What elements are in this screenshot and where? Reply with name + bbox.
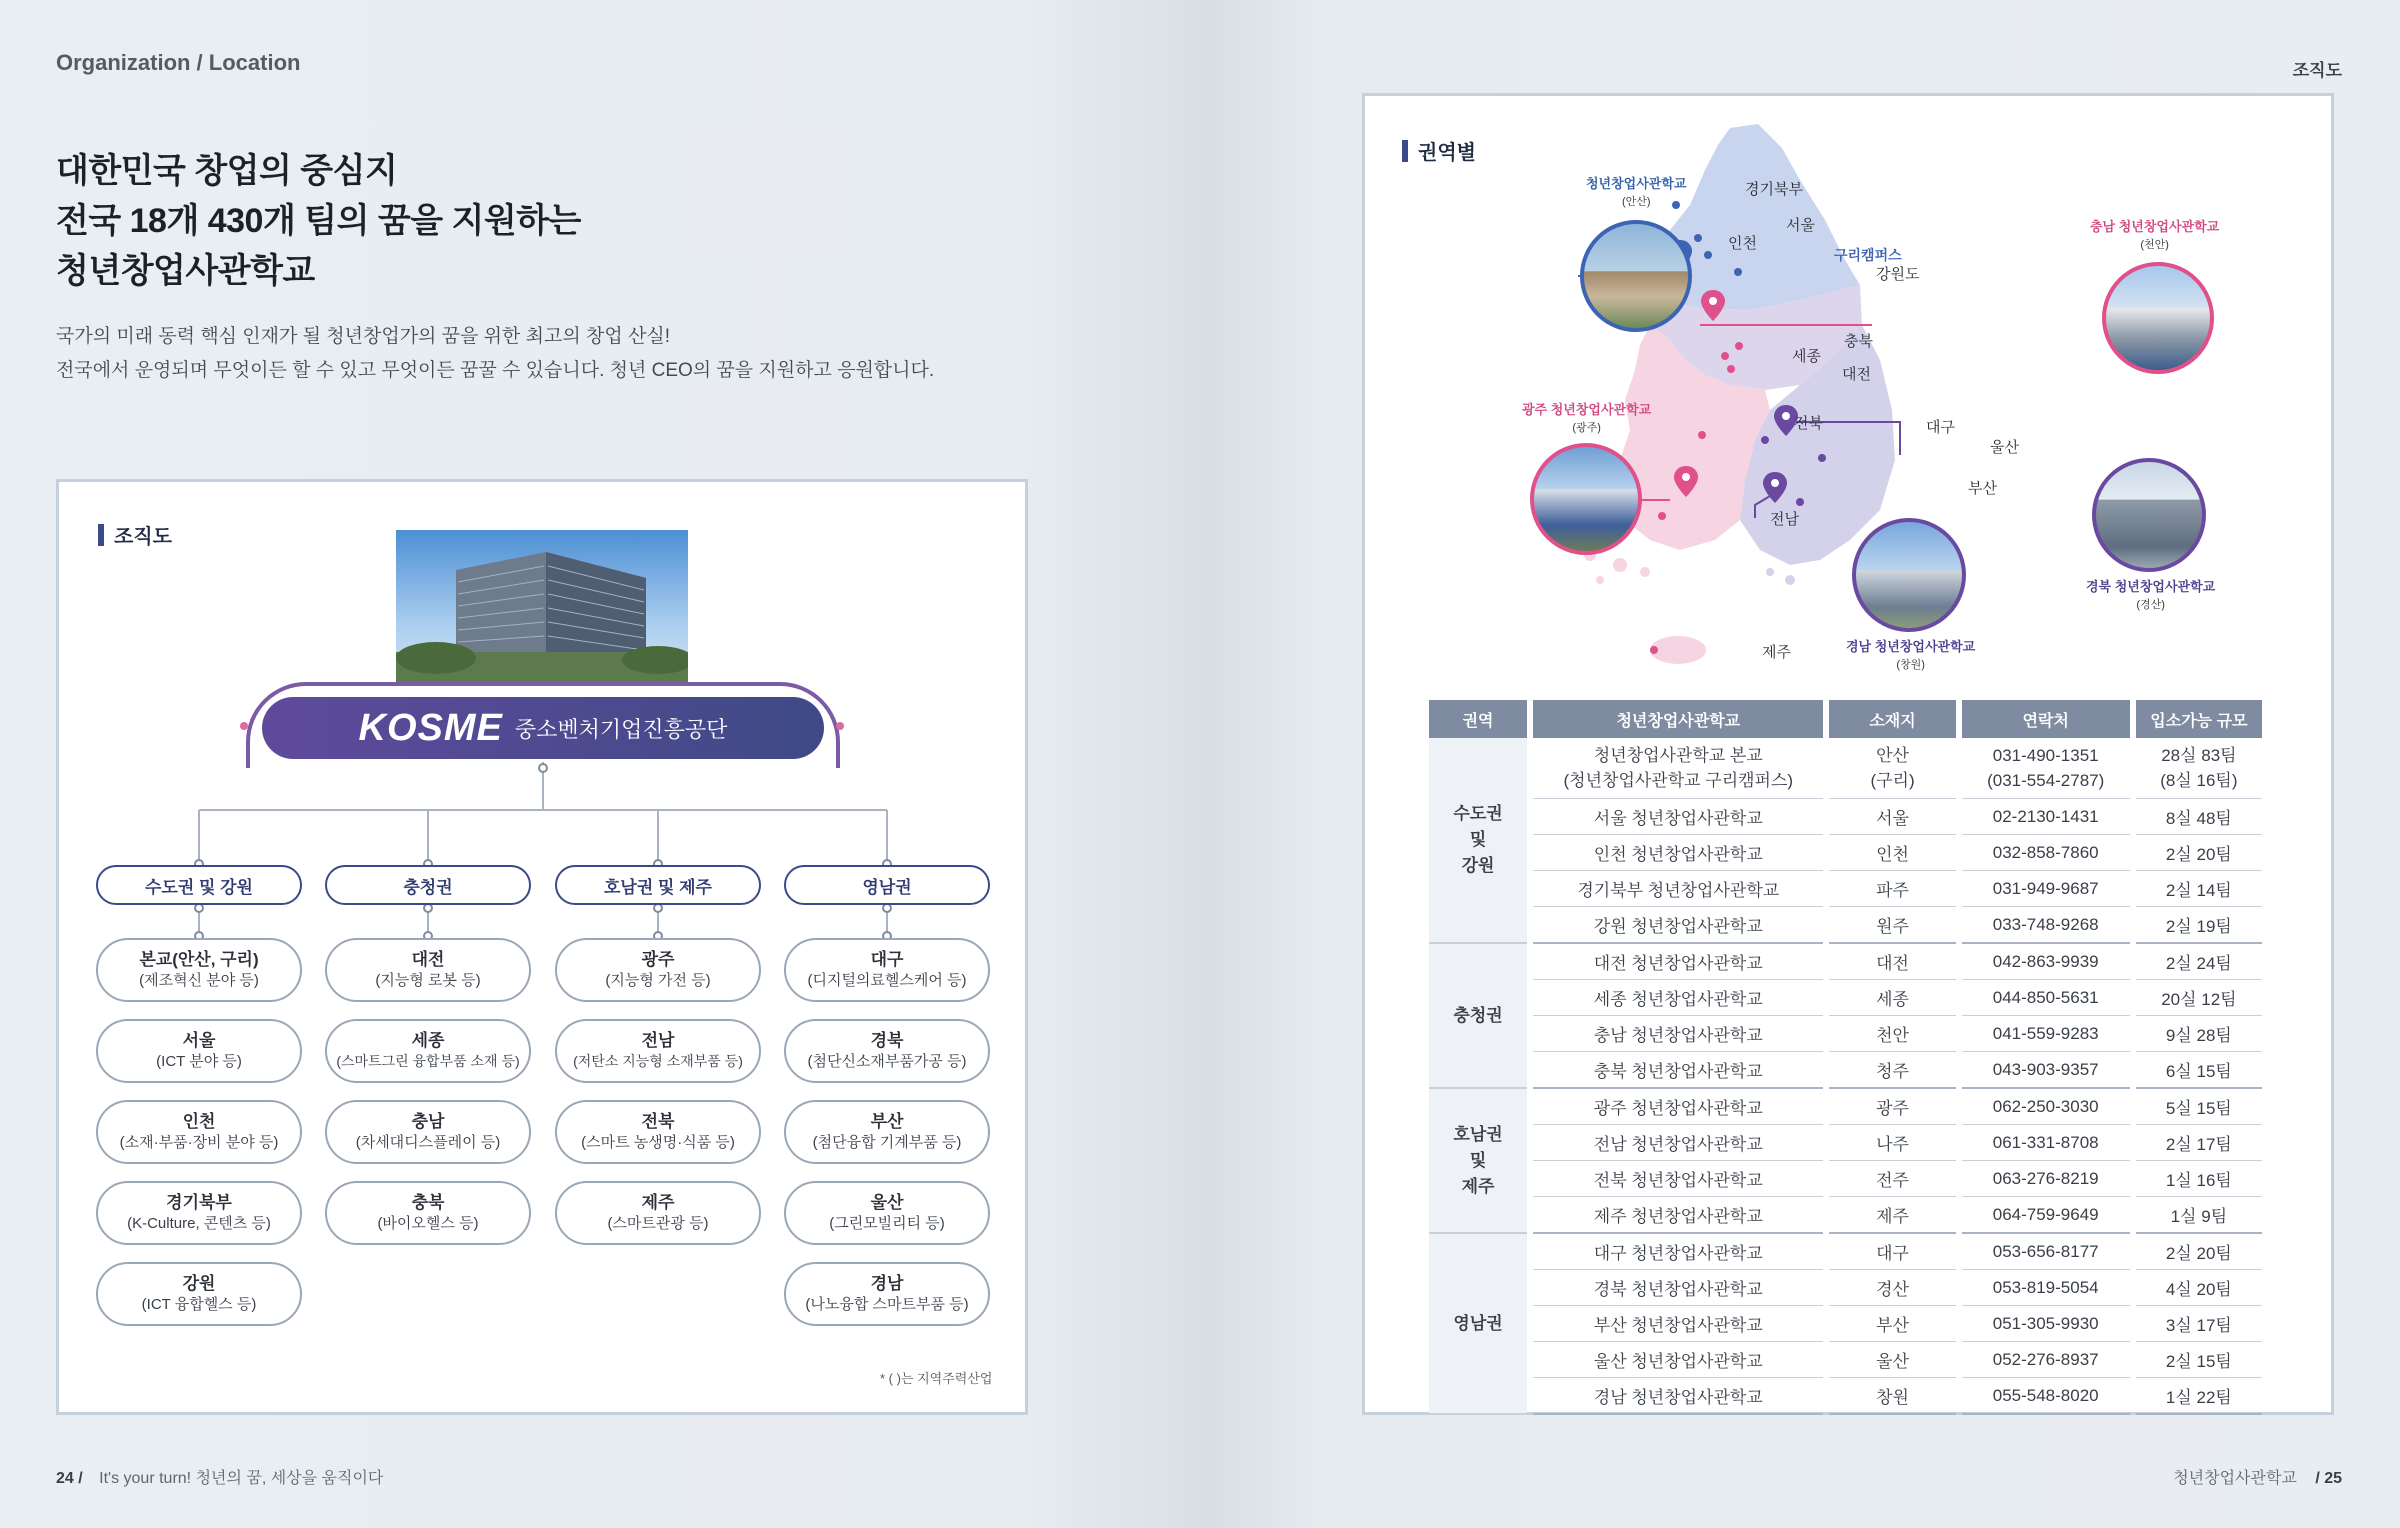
school-cell: 전북 청년창업사관학교 [1533, 1161, 1823, 1197]
location-cell: 서울 [1829, 799, 1955, 835]
org-node-gyeongnam [784, 1262, 990, 1326]
capacity-cell: 5실 15팀 [2136, 1089, 2262, 1125]
table-row [1429, 1089, 2262, 1125]
contact-cell: 061-331-8708 [1962, 1125, 2130, 1161]
capacity-cell: 1실 22팀 [2136, 1378, 2262, 1415]
footer-school: 청년창업사관학교 [2173, 1470, 2297, 1487]
org-node-name: 울산 [870, 1193, 904, 1212]
org-node-name: 충북 [411, 1193, 445, 1212]
capacity-cell: 2실 24팀 [2136, 944, 2262, 980]
school-cell: 충북 청년창업사관학교 [1533, 1052, 1823, 1089]
school-label-chungnam [2090, 218, 2219, 254]
contact-cell: 064-759-9649 [1962, 1197, 2130, 1234]
school-cell [1533, 738, 1823, 799]
kosme-name: 중소벤처기업진흥공단 [514, 716, 728, 742]
region-cell-line: 영남권 [1453, 1313, 1503, 1333]
org-node-daejeon [325, 938, 531, 1002]
contact-cell: 041-559-9283 [1962, 1016, 2130, 1052]
table-row [1429, 835, 2262, 871]
org-node-name: 경기북부 [166, 1193, 232, 1212]
school-name: 경북 청년창업사관학교 [2086, 579, 2216, 594]
location-cell: 천안 [1829, 1016, 1955, 1052]
capacity-cell: 2실 14팀 [2136, 871, 2262, 907]
capacity-cell: 1실 16팀 [2136, 1161, 2262, 1197]
org-node-name: 전북 [641, 1112, 675, 1131]
region-cell-line: 및 [1469, 830, 1487, 849]
col-header-school: 청년창업사관학교 [1533, 700, 1823, 738]
contact-cell: 02-2130-1431 [1962, 799, 2130, 835]
capacity-cell: 4실 20팀 [2136, 1270, 2262, 1306]
org-node-busan [784, 1100, 990, 1164]
table-row [1429, 1378, 2262, 1415]
col-header-contact: 연락처 [1962, 700, 2130, 738]
school-location: (안산) [1621, 196, 1651, 208]
map-label-ulsan: 울산 [1990, 439, 2019, 456]
region-chungcheong: 충청권 [325, 865, 531, 905]
org-node-desc: (그린모빌리티 등) [829, 1215, 945, 1232]
headline-line: 전국 18개 430개 팀의 꿈을 지원하는 [56, 202, 581, 240]
school-photo-ansan [1580, 220, 1692, 332]
school-label-gyeongbuk [2086, 578, 2215, 614]
table-row [1429, 944, 2262, 980]
map-label-jeonbuk: 전북 [1794, 415, 1823, 432]
region-cell-line: 호남권 [1453, 1124, 1503, 1144]
school-photo-gyeongbuk [2092, 458, 2206, 572]
capacity-cell: 1실 9팀 [2136, 1197, 2262, 1234]
org-node-gwangju [555, 938, 761, 1002]
org-node-name: 서울 [182, 1031, 216, 1050]
school-name: 경남 청년창업사관학교 [1846, 639, 1976, 654]
contact-sub: (031-554-2787) [1987, 771, 2105, 790]
capacity-cell: 2실 15팀 [2136, 1342, 2262, 1378]
map-label-daejeon: 대전 [1842, 366, 1871, 383]
capacity-cell: 2실 20팀 [2136, 835, 2262, 871]
location-cell: 부산 [1829, 1306, 1955, 1342]
map-label-incheon: 인천 [1728, 235, 1757, 252]
location: 안산 [1876, 746, 1909, 765]
org-node-desc: (스마트그린 융합부품 소재 등) [336, 1053, 520, 1069]
org-node-name: 부산 [870, 1112, 904, 1131]
org-node-desc: (ICT 분야 등) [156, 1053, 242, 1070]
org-node-name: 강원 [182, 1274, 216, 1293]
org-node-seoul [96, 1019, 302, 1083]
table-row [1429, 907, 2262, 944]
capacity-cell: 2실 19팀 [2136, 907, 2262, 944]
contact-cell: 063-276-8219 [1962, 1161, 2130, 1197]
org-node-incheon [96, 1100, 302, 1164]
school-cell: 경남 청년창업사관학교 [1533, 1378, 1823, 1415]
location-cell: 울산 [1829, 1342, 1955, 1378]
table-row [1429, 1234, 2262, 1270]
page-number: 24 / [56, 1470, 83, 1487]
org-node-name: 대전 [411, 950, 445, 969]
org-node-desc: (첨단신소재부품가공 등) [807, 1053, 967, 1070]
map-label-guri: 구리캠퍼스 [1834, 247, 1902, 263]
map-label-gyeonggi-north: 경기북부 [1745, 181, 1803, 198]
capacity-sub: (8실 16팀) [2160, 771, 2238, 790]
school-cell: 강원 청년창업사관학교 [1533, 907, 1823, 944]
col-header-region: 권역 [1429, 700, 1527, 738]
org-node-desc: (저탄소 지능형 소재부품 등) [573, 1053, 743, 1069]
school-table [1423, 700, 2268, 1415]
table-row [1429, 1016, 2262, 1052]
school-cell: 서울 청년창업사관학교 [1533, 799, 1823, 835]
location-cell: 창원 [1829, 1378, 1955, 1415]
location-cell: 경산 [1829, 1270, 1955, 1306]
region-cell [1429, 944, 1527, 1089]
school-label-gwangju [1522, 401, 1651, 437]
location-cell: 인천 [1829, 835, 1955, 871]
school-cell: 경북 청년창업사관학교 [1533, 1270, 1823, 1306]
location-cell: 대구 [1829, 1234, 1955, 1270]
org-node-desc: (차세대디스플레이 등) [355, 1134, 501, 1151]
map-label-gangwon: 강원도 [1876, 266, 1920, 283]
table-header-row [1429, 700, 2262, 738]
map-label-chungbuk: 충북 [1844, 333, 1873, 350]
school-cell: 경기북부 청년창업사관학교 [1533, 871, 1823, 907]
school-name-sub: (청년창업사관학교 구리캠퍼스) [1563, 771, 1794, 790]
region-cell-line: 수도권 [1453, 804, 1503, 823]
org-node-name: 전남 [641, 1031, 675, 1050]
map-label-seoul: 서울 [1786, 217, 1815, 234]
lead-line: 전국에서 운영되며 무엇이든 할 수 있고 무엇이든 꿈꿀 수 있습니다. 청년 CEO의 꿈을 지원하고 응원합니다. [56, 360, 935, 381]
capacity-cell: 8실 48팀 [2136, 799, 2262, 835]
map-title [1402, 136, 1476, 165]
footer-slogan: It's your turn! 청년의 꿈, 세상을 움직이다 [99, 1470, 384, 1487]
capacity-cell: 3실 17팀 [2136, 1306, 2262, 1342]
region-yeongnam: 영남권 [784, 865, 990, 905]
capacity-cell: 2실 20팀 [2136, 1234, 2262, 1270]
table-row [1429, 1052, 2262, 1089]
capacity: 28실 83팀 [2161, 746, 2237, 765]
page-number: / 25 [2315, 1470, 2342, 1487]
org-node-desc: (디지털의료헬스케어 등) [807, 972, 967, 989]
org-node-name: 충남 [411, 1112, 445, 1131]
org-node-chungbuk [325, 1181, 531, 1245]
table-row [1429, 1197, 2262, 1234]
map-label-busan: 부산 [1968, 480, 1997, 497]
org-node-desc: (스마트 농생명·식품 등) [581, 1134, 735, 1151]
contact-cell: 062-250-3030 [1962, 1089, 2130, 1125]
location-cell: 광주 [1829, 1089, 1955, 1125]
region-capital: 수도권 및 강원 [96, 865, 302, 905]
org-node-name: 광주 [641, 950, 675, 969]
school-photo-chungnam [2102, 262, 2214, 374]
org-node-jeonbuk [555, 1100, 761, 1164]
school-cell: 제주 청년창업사관학교 [1533, 1197, 1823, 1234]
org-node-desc: (제조혁신 분야 등) [139, 972, 259, 989]
table-row [1429, 1125, 2262, 1161]
contact-cell: 044-850-5631 [1962, 980, 2130, 1016]
school-location: (창원) [1896, 659, 1925, 671]
col-header-capacity: 입소가능 규모 [2136, 700, 2262, 738]
contact-cell: 052-276-8937 [1962, 1342, 2130, 1378]
org-node-jeonnam [555, 1019, 761, 1083]
org-node-sejong [325, 1019, 531, 1083]
school-name: 청년창업사관학교 [1586, 176, 1687, 191]
contact-cell: 055-548-8020 [1962, 1378, 2130, 1415]
contact: 031-490-1351 [1992, 746, 2099, 765]
location-cell: 청주 [1829, 1052, 1955, 1089]
capacity-cell [2136, 738, 2262, 799]
location-cell: 원주 [1829, 907, 1955, 944]
map-label-jeju: 제주 [1762, 644, 1791, 661]
org-node-name: 인천 [182, 1112, 216, 1131]
location-cell: 나주 [1829, 1125, 1955, 1161]
org-node-desc: (소재·부품·장비 분야 등) [119, 1134, 279, 1151]
org-node-desc: (바이오헬스 등) [377, 1215, 479, 1232]
org-node-name: 본교(안산, 구리) [139, 950, 259, 969]
school-photo-gyeongnam [1852, 518, 1966, 632]
region-cell-line: 충청권 [1453, 1005, 1503, 1025]
org-node-desc: (첨단융합 기계부품 등) [812, 1134, 962, 1151]
org-node-desc: (나노융합 스마트부품 등) [805, 1296, 969, 1313]
school-label-gyeongnam [1846, 638, 1975, 674]
school-cell: 대전 청년창업사관학교 [1533, 944, 1823, 980]
table-row [1429, 1161, 2262, 1197]
contact-cell: 032-858-7860 [1962, 835, 2130, 871]
capacity-cell: 9실 28팀 [2136, 1016, 2262, 1052]
school-cell: 인천 청년창업사관학교 [1533, 835, 1823, 871]
org-node-name: 경남 [870, 1274, 904, 1293]
org-node-ulsan [784, 1181, 990, 1245]
location-cell: 전주 [1829, 1161, 1955, 1197]
org-node-name: 경북 [870, 1031, 904, 1050]
org-chart-footnote: * ( )는 지역주력산업 [880, 1371, 993, 1386]
map-title-text: 권역별 [1418, 142, 1476, 164]
school-cell: 대구 청년창업사관학교 [1533, 1234, 1823, 1270]
contact-cell: 053-656-8177 [1962, 1234, 2130, 1270]
school-name: 청년창업사관학교 본교 [1593, 746, 1763, 765]
location-cell: 제주 [1829, 1197, 1955, 1234]
org-node-name: 제주 [641, 1193, 675, 1212]
contact-cell [1962, 738, 2130, 799]
region-cell [1429, 1234, 1527, 1415]
map-label-jeonnam: 전남 [1770, 511, 1799, 528]
table-row [1429, 1270, 2262, 1306]
region-cell-line: 제주 [1461, 1176, 1495, 1196]
kosme-logo: KOSME [358, 706, 503, 749]
org-node-bonkyo [96, 938, 302, 1002]
school-cell: 부산 청년창업사관학교 [1533, 1306, 1823, 1342]
headline-line: 청년창업사관학교 [56, 252, 315, 290]
title-bar-icon [1402, 140, 1408, 162]
col-header-location: 소재지 [1829, 700, 1955, 738]
map-jeju [1650, 636, 1706, 664]
region-cell [1429, 1089, 1527, 1234]
capacity-cell: 6실 15팀 [2136, 1052, 2262, 1089]
right-section-tag: 조직도 [2292, 61, 2342, 80]
org-node-chungnam [325, 1100, 531, 1164]
region-cell-line: 강원 [1461, 856, 1495, 875]
school-name: 충남 청년창업사관학교 [2090, 219, 2220, 234]
org-node-gangwon [96, 1262, 302, 1326]
map-label-daegu: 대구 [1926, 419, 1955, 436]
org-node-desc: (K-Culture, 콘텐츠 등) [127, 1215, 271, 1232]
school-cell: 세종 청년창업사관학교 [1533, 980, 1823, 1016]
lead-line: 국가의 미래 동력 핵심 인재가 될 청년창업가의 꿈을 위한 최고의 창업 산실! [56, 326, 670, 347]
org-node-daegu [784, 938, 990, 1002]
table-row [1429, 980, 2262, 1016]
headline-line: 대한민국 창업의 중심지 [56, 152, 398, 190]
contact-cell: 031-949-9687 [1962, 871, 2130, 907]
region-honam: 호남권 및 제주 [555, 865, 761, 905]
region-cell-line: 및 [1469, 1150, 1487, 1170]
capacity-cell: 2실 17팀 [2136, 1125, 2262, 1161]
school-cell: 울산 청년창업사관학교 [1533, 1342, 1823, 1378]
contact-cell: 033-748-9268 [1962, 907, 2130, 944]
school-cell: 충남 청년창업사관학교 [1533, 1016, 1823, 1052]
school-label-ansan [1586, 175, 1686, 211]
org-chart-title-text: 조직도 [114, 526, 172, 548]
contact-cell: 051-305-9930 [1962, 1306, 2130, 1342]
location-sub: (구리) [1870, 771, 1915, 790]
capacity-cell: 20실 12팀 [2136, 980, 2262, 1016]
location-cell: 세종 [1829, 980, 1955, 1016]
org-node-desc: (지능형 로봇 등) [375, 972, 481, 989]
table-row [1429, 1342, 2262, 1378]
table-row [1429, 738, 2262, 799]
org-node-name: 대구 [870, 950, 904, 969]
school-photo-gwangju [1530, 443, 1642, 555]
school-cell: 전남 청년창업사관학교 [1533, 1125, 1823, 1161]
school-cell: 광주 청년창업사관학교 [1533, 1089, 1823, 1125]
org-node-desc: (스마트관광 등) [607, 1215, 709, 1232]
org-node-gyeonggi-north [96, 1181, 302, 1245]
org-node-gyeongbuk [784, 1019, 990, 1083]
left-footer [56, 1465, 383, 1488]
map-label-sejong: 세종 [1792, 348, 1821, 365]
org-node-name: 세종 [411, 1031, 445, 1050]
org-node-desc: (ICT 융합헬스 등) [141, 1296, 257, 1313]
section-tag: Organization / Location [56, 50, 301, 75]
table-row [1429, 871, 2262, 907]
school-name: 광주 청년창업사관학교 [1522, 402, 1652, 417]
org-node-jeju [555, 1181, 761, 1245]
location-cell: 파주 [1829, 871, 1955, 907]
contact-cell: 053-819-5054 [1962, 1270, 2130, 1306]
contact-cell: 043-903-9357 [1962, 1052, 2130, 1089]
table-row [1429, 799, 2262, 835]
contact-cell: 042-863-9939 [1962, 944, 2130, 980]
school-location: (천안) [2140, 239, 2169, 251]
org-node-desc: (지능형 가전 등) [605, 972, 711, 989]
right-footer [2173, 1465, 2342, 1488]
school-location: (경산) [2136, 599, 2165, 611]
region-cell [1429, 738, 1527, 944]
location-cell: 대전 [1829, 944, 1955, 980]
school-location: (광주) [1572, 422, 1601, 434]
table-row [1429, 1306, 2262, 1342]
location-cell [1829, 738, 1955, 799]
